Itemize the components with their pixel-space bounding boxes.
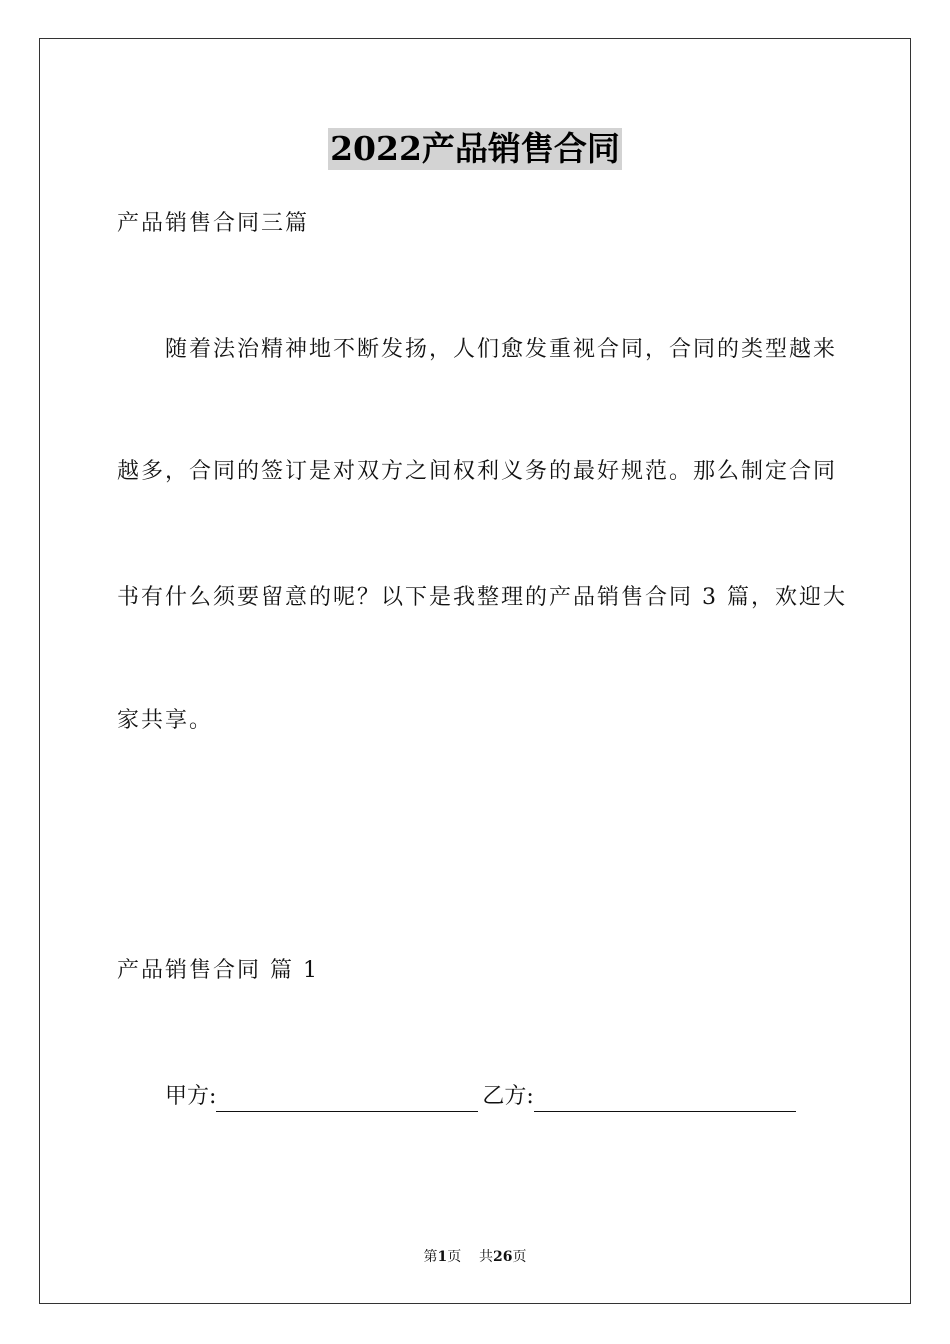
document-subtitle: 产品销售合同三篇 [117, 211, 310, 236]
party-b-blank[interactable] [534, 1089, 796, 1112]
page-footer [0, 1247, 950, 1267]
footer-total-pages: 26 [493, 1249, 513, 1265]
intro-line-1: 随着法治精神地不断发扬，人们愈发重视合同，合同的类型越来 [165, 337, 838, 362]
party-row [165, 1082, 796, 1112]
footer-total-prefix: 共 [479, 1249, 494, 1265]
party-a-label: 甲方: [165, 1084, 217, 1109]
footer-total-suffix: 页 [512, 1249, 527, 1265]
intro-line-2: 越多，合同的签订是对双方之间权利义务的最好规范。那么制定合同 [117, 459, 838, 484]
party-b-label: 乙方: [482, 1084, 534, 1109]
section-heading: 产品销售合同 篇 1 [117, 958, 319, 983]
party-a-blank[interactable] [216, 1089, 478, 1112]
footer-page-prefix: 第 [423, 1249, 438, 1265]
intro-line-4: 家共享。 [117, 708, 214, 733]
intro-line-3: 书有什么须要留意的呢？以下是我整理的产品销售合同 3 篇，欢迎大 [117, 585, 847, 610]
footer-page-number: 1 [437, 1249, 448, 1265]
footer-page-suffix: 页 [447, 1249, 462, 1265]
title-container [0, 128, 950, 170]
document-title: 2022产品销售合同 [330, 129, 620, 168]
